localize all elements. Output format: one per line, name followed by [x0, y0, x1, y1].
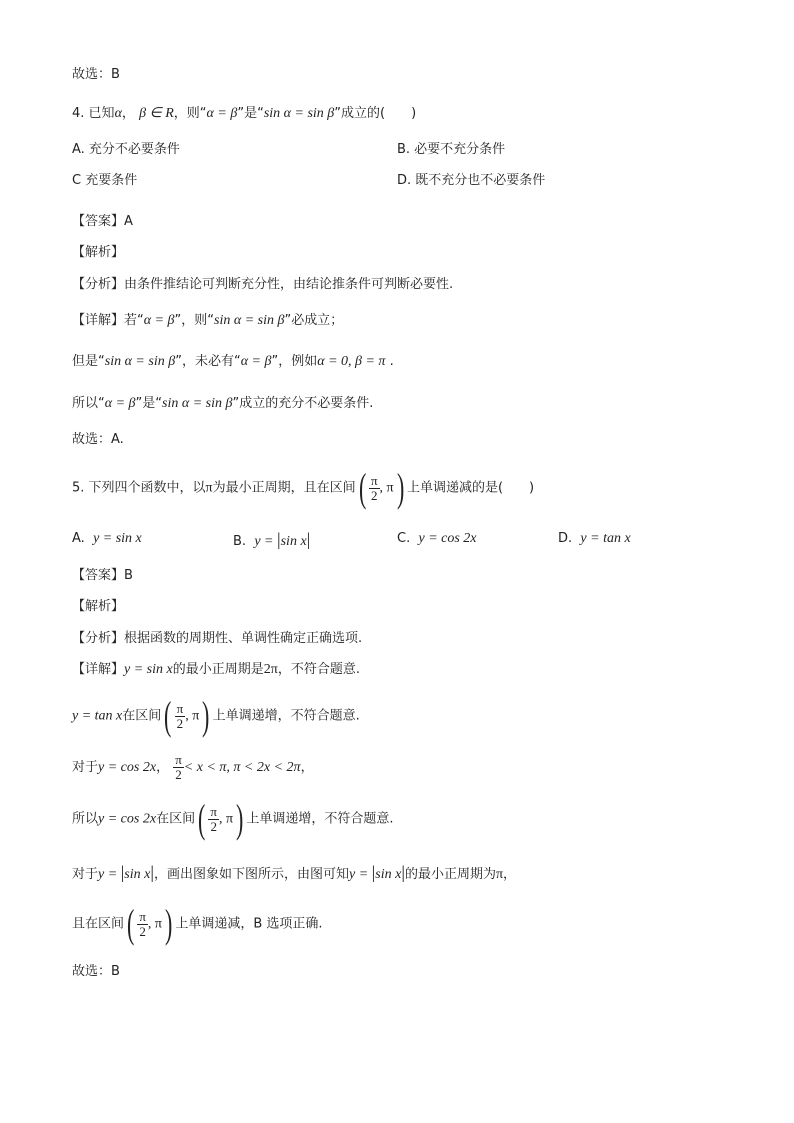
q4-text: ”成立的( ) [334, 106, 417, 121]
q5-detail-abs [72, 863, 516, 884]
math-y-abs-pre: y = [348, 867, 372, 882]
math-alpha-eq-beta: α = β [240, 354, 272, 369]
math-y-abs-pre: y = [254, 534, 277, 549]
abs-bar-left: | [120, 862, 125, 882]
paren-left: ( [127, 901, 135, 946]
fraction-pi-over-2 [137, 910, 148, 939]
q4-option-b: B. 必要不充分条件 [397, 142, 506, 157]
q4-detail-text: ”，未必有“ [175, 354, 241, 369]
q4-detail-text: 【详解】若“ [72, 313, 144, 328]
q5-option-d [558, 530, 631, 548]
frac-num: π [176, 700, 184, 716]
paren-left: ( [198, 796, 206, 841]
q5-text: 对于 [72, 760, 99, 775]
q5-detail-final [72, 901, 323, 946]
option-label: C. [397, 531, 411, 546]
paren-right: ) [396, 465, 404, 510]
q4-text: ，则“ [173, 106, 207, 121]
q5-detail-tan [72, 693, 360, 738]
fraction-pi-over-2 [175, 702, 186, 731]
interval-tail: , π [185, 708, 200, 724]
abs-bar-right: | [150, 862, 154, 882]
q4-option-c: C 充要条件 [72, 173, 138, 188]
q5-text: 所以 [72, 811, 99, 827]
q5-answer: 【答案】B [72, 568, 133, 583]
q5-text: ， [503, 867, 517, 882]
q5-text: ， [300, 760, 314, 775]
math-beta-in-r: β ∈ R [139, 106, 174, 121]
q4-text: 已知 [88, 106, 115, 121]
math-alpha: α [114, 106, 122, 121]
math-y-cos2x: y = cos 2x [98, 811, 157, 827]
q4-detail-text: ”，则“ [174, 313, 215, 328]
frac-num: π [139, 908, 146, 924]
math-two-pi: 2π [263, 662, 278, 677]
math-pi: π [495, 867, 504, 882]
q5-text: 在区间 [122, 708, 162, 724]
q5-text: ， [156, 760, 170, 775]
math-y-cos2x: y = cos 2x [418, 531, 477, 546]
q4-counter [72, 353, 394, 371]
q4-option-d: D. 既不充分也不必要条件 [397, 173, 546, 188]
math-sin-eq: sin α = sin β [104, 354, 176, 369]
paren-right: ) [164, 901, 173, 946]
q5-detail-cos-conclusion [72, 796, 394, 841]
q5-text: 上单调递增，不符合题意. [246, 811, 394, 827]
option-label: A. [72, 531, 85, 546]
math-example: α = 0, β = π [317, 354, 386, 369]
math-y-tanx: y = tan x [580, 531, 631, 546]
q5-detail-cos [72, 750, 314, 786]
q5-text: 的最小正周期是 [172, 662, 264, 677]
fraction-pi-over-2 [369, 474, 380, 503]
q4-detail-text: ”，例如 [271, 354, 318, 369]
math-abs-body: sin x [124, 867, 151, 882]
q4-detail-text: 但是“ [72, 354, 105, 369]
q5-text: 上单调递减的是( ) [406, 480, 535, 496]
q5-text: 5. 下列四个函数中，以 [72, 480, 206, 496]
question-4-stem: 4. 已知α， β ∈ R，则“α = β”是“sin α = sin β”成立的( ) [72, 106, 417, 121]
fraction-pi-over-2 [173, 753, 184, 782]
q4-detail-text: ”必成立； [284, 313, 344, 328]
q5-text: 在区间 [156, 811, 196, 827]
q4-detail-text: ”是“ [135, 396, 163, 411]
q4-answer: 【答案】A [72, 214, 133, 229]
q4-text: ”是“ [237, 106, 264, 121]
frac-num: π [370, 472, 378, 488]
paren-right: ) [202, 693, 210, 738]
interval-tail: , π [379, 480, 394, 496]
q5-option-a [72, 530, 142, 548]
math-abs-body: sin x [375, 867, 402, 882]
q4-detail-text: 所以“ [72, 396, 105, 411]
math-sin-eq: sin α = sin β [162, 396, 233, 411]
frac-num: π [210, 803, 217, 819]
math-y-sinx: y = sin x [93, 531, 142, 546]
frac-den: 2 [371, 487, 378, 503]
math-alpha-eq-beta: α = β [104, 396, 136, 411]
q4-analysis: 【分析】由条件推结论可判断充分性，由结论推条件可判断必要性. [72, 277, 454, 292]
q5-option-b [233, 530, 310, 551]
frac-den: 2 [176, 715, 184, 731]
math-y-abs-pre: y = [98, 867, 121, 882]
option-label: B. [233, 534, 247, 549]
q4-option-a: A. 充分不必要条件 [72, 142, 180, 157]
q5-text: ，画出图象如下图所示，由图可知 [153, 867, 349, 882]
frac-den: 2 [139, 923, 146, 939]
interval-tail: , π [218, 811, 234, 827]
q5-detail-1 [72, 661, 360, 679]
q5-text: 上单调递增，不符合题意. [212, 708, 360, 724]
math-y-tanx: y = tan x [72, 708, 123, 724]
q4-detail-text: ”成立的充分不必要条件. [232, 396, 374, 411]
math-pi: π [205, 480, 213, 496]
abs-bar-left: | [277, 529, 281, 549]
question-5-stem [72, 465, 535, 510]
paren-left: ( [164, 693, 172, 738]
q4-detail-text: . [389, 354, 394, 369]
option-label: D. [558, 531, 573, 546]
q5-text: 的最小正周期为 [404, 867, 496, 882]
fraction-pi-over-2 [208, 805, 219, 834]
math-alpha-eq-beta: α = β [206, 106, 238, 121]
q5-end: 故选：B [72, 964, 120, 979]
q5-analysis-heading: 【解析】 [72, 599, 125, 614]
abs-bar-right: | [306, 529, 311, 549]
q5-text: 上单调递减，B 选项正确. [175, 916, 323, 932]
prev-conclusion: 故选：B [72, 67, 120, 82]
abs-bar-right: | [401, 862, 405, 882]
math-y-sinx: y = sin x [124, 662, 173, 677]
paren-left: ( [358, 465, 366, 510]
q4-end: 故选：A. [72, 432, 124, 447]
q5-analysis: 【分析】根据函数的周期性、单调性确定正确选项. [72, 631, 363, 646]
q5-text: 【详解】 [72, 662, 125, 677]
math-sin-eq: sin α = sin β [214, 313, 285, 328]
math-sin-eq: sin α = sin β [263, 106, 335, 121]
q4-detail [72, 312, 343, 330]
q4-conclusion [72, 395, 373, 413]
q5-text: 对于 [72, 867, 99, 882]
frac-num: π [175, 752, 182, 767]
interval-tail: , π [147, 916, 162, 932]
frac-den: 2 [175, 767, 182, 782]
frac-den: 2 [210, 818, 217, 834]
math-alpha-eq-beta: α = β [143, 313, 175, 328]
math-inequality: < x < π, π < 2x < 2π [183, 760, 301, 775]
q5-option-c [397, 530, 477, 548]
paren-right: ) [236, 796, 244, 841]
q5-text: ，不符合题意. [277, 662, 360, 677]
q4-analysis-heading: 【解析】 [72, 245, 125, 260]
q4-number: 4. [72, 106, 85, 121]
q5-text: 且在区间 [72, 916, 125, 932]
q5-text: 为最小正周期，且在区间 [212, 480, 356, 496]
abs-bar-left: | [371, 862, 376, 882]
math-abs-body: sin x [280, 534, 307, 549]
math-y-cos2x: y = cos 2x [98, 760, 157, 775]
